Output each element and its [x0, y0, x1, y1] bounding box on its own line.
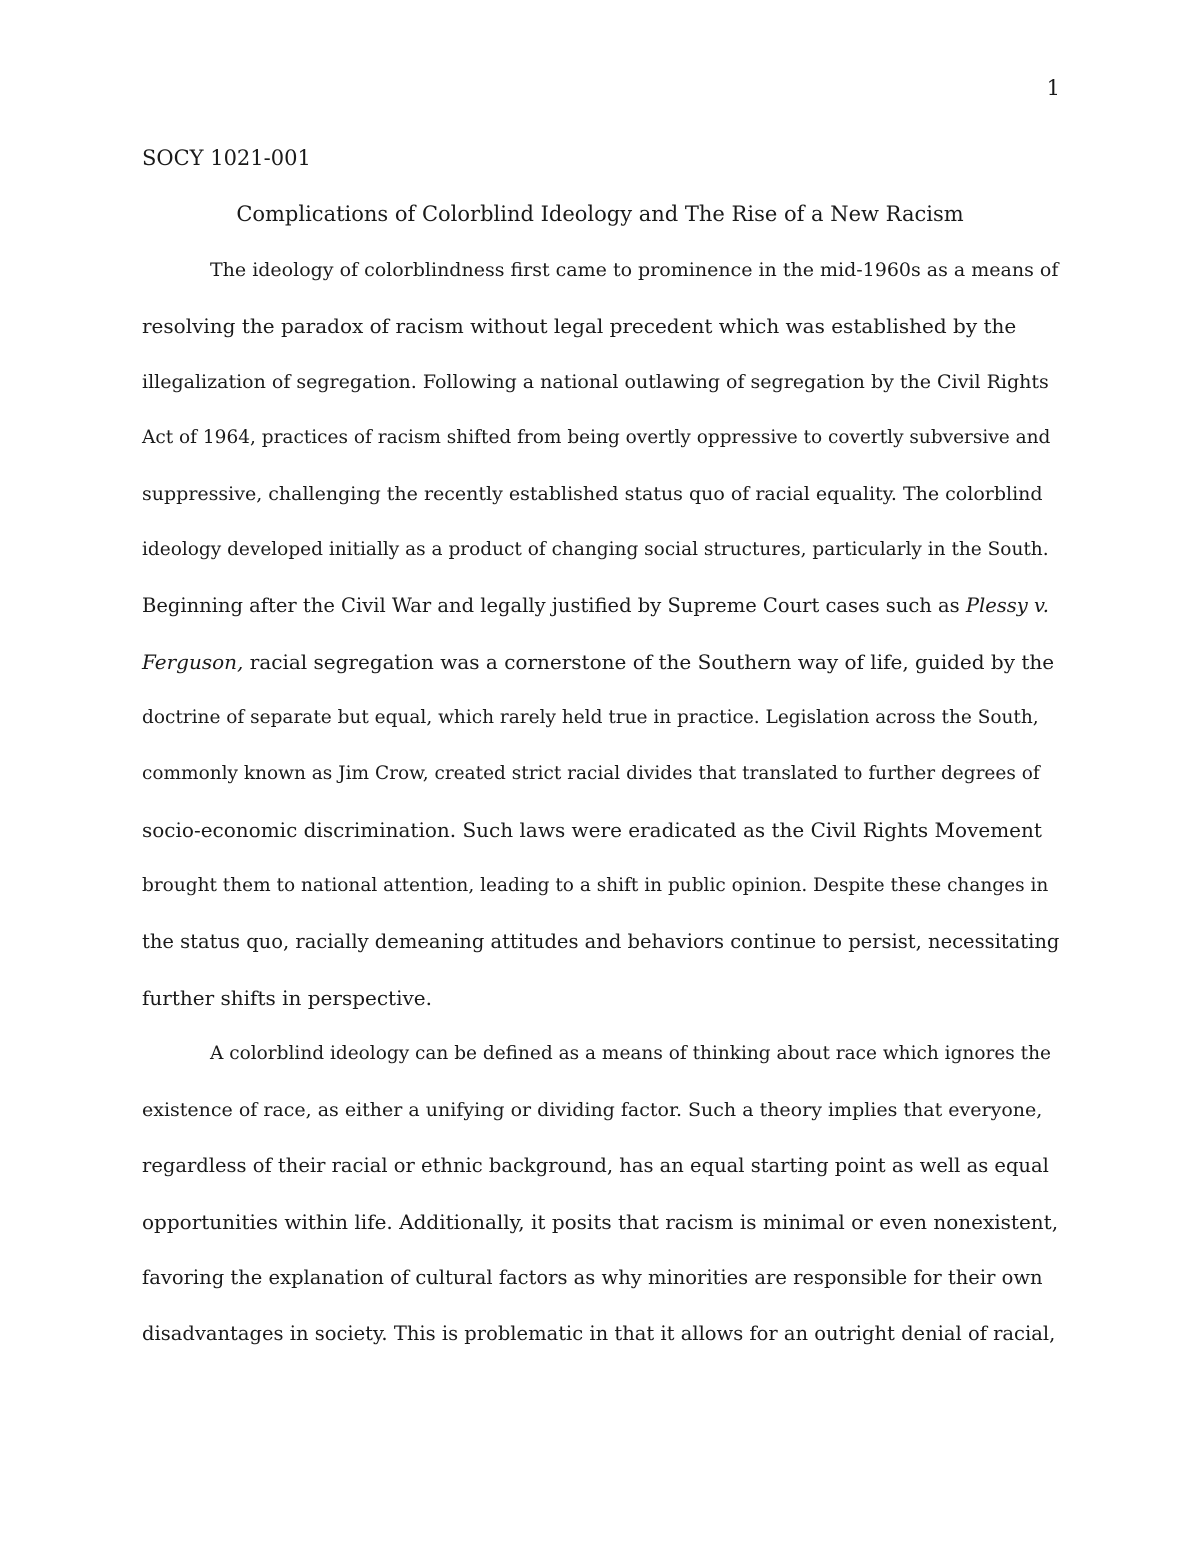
- paragraph-line: commonly known as Jim Crow, created strict racial divides that translated to further degrees of: [142, 763, 1040, 784]
- paragraph-1: [142, 256, 1060, 1040]
- paragraph-line: The ideology of colorblindness first came to prominence in the mid-1960s as a means of: [210, 259, 1059, 281]
- page-number: 1: [1046, 76, 1060, 100]
- paragraph-line: doctrine of separate but equal, which rarely held true in practice. Legislation across the South,: [142, 707, 1039, 728]
- paragraph-line: the status quo, racially demeaning attitudes and behaviors continue to persist, necessitating: [142, 930, 1060, 953]
- paragraph-line: opportunities within life. Additionally, it posits that racism is minimal or even nonexistent,: [142, 1210, 1059, 1234]
- line-text: Beginning after the Civil War and legally justified by Supreme Court cases such as: [142, 594, 966, 617]
- paragraph-line: illegalization of segregation. Following a national outlawing of segregation by the Civil Rights: [142, 371, 1049, 393]
- paragraph-line: brought them to national attention, leading to a shift in public opinion. Despite these changes in: [142, 875, 1049, 896]
- course-code: SOCY 1021-001: [142, 146, 311, 170]
- paragraph-2: [142, 1040, 1060, 1376]
- line-text: racial segregation was a cornerstone of the Southern way of life, guided by the: [249, 650, 1055, 674]
- case-citation: Ferguson,: [142, 650, 244, 674]
- paragraph-line: socio-economic discrimination. Such laws were eradicated as the Civil Rights Movement: [142, 818, 1042, 842]
- paragraph-line: favoring the explanation of cultural factors as why minorities are responsible for their own: [142, 1266, 1043, 1289]
- paragraph-line: [142, 648, 1060, 704]
- paragraph-line: A colorblind ideology can be defined as a means of thinking about race which ignores the: [210, 1043, 1051, 1064]
- paper-title: Complications of Colorblind Ideology and The Rise of a New Racism: [236, 202, 964, 226]
- paragraph-line: further shifts in perspective.: [142, 986, 432, 1010]
- paragraph-line: disadvantages in society. This is problematic in that it allows for an outright denial of racial,: [142, 1322, 1056, 1345]
- paragraph-line: regardless of their racial or ethnic background, has an equal starting point as well as equal: [142, 1154, 1049, 1177]
- paragraph-line: suppressive, challenging the recently established status quo of racial equality. The colorblind: [142, 483, 1043, 505]
- paragraph-line: [142, 592, 1060, 648]
- paragraph-line: Act of 1964, practices of racism shifted from being overtly oppressive to covertly subversive and: [142, 427, 1051, 448]
- paragraph-line: resolving the paradox of racism without legal precedent which was established by the: [142, 314, 1017, 338]
- case-citation: Plessy v.: [965, 594, 1049, 617]
- paragraph-line: ideology developed initially as a product of changing social structures, particularly in the South.: [142, 539, 1049, 560]
- paragraph-line: existence of race, as either a unifying or dividing factor. Such a theory implies that everyone,: [142, 1099, 1043, 1121]
